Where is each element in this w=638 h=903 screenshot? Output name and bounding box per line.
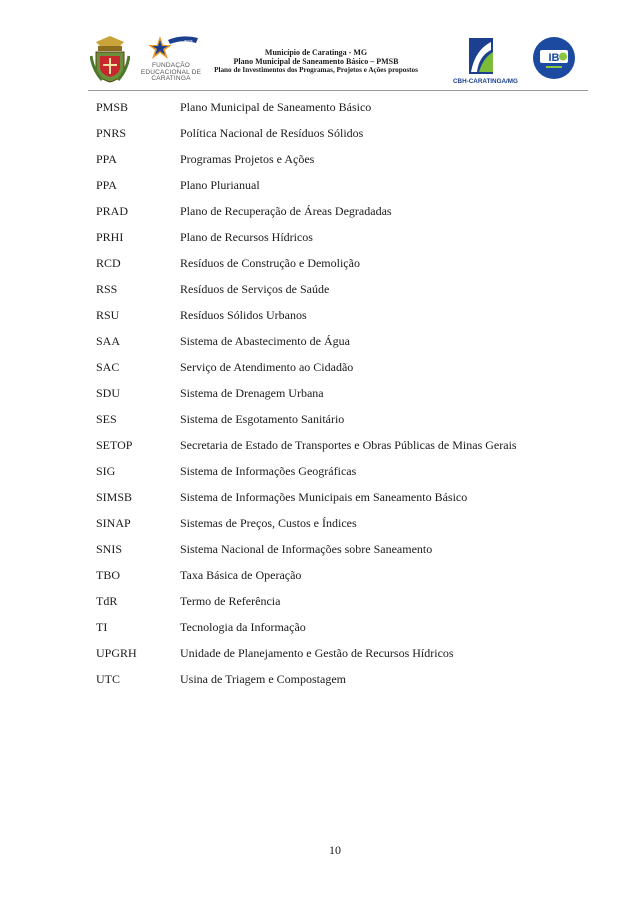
abbreviation-row: [96, 645, 566, 671]
abbreviation-row: [96, 359, 566, 385]
abbreviation-row: [96, 437, 566, 463]
abbreviation-term: PRHI: [96, 230, 124, 244]
abbreviation-term: RSS: [96, 282, 118, 296]
header-subtitle: Plano de Investimentos dos Programas, Projetos e Ações propostos: [214, 66, 418, 74]
header-divider: [88, 90, 588, 91]
abbreviation-term: SIG: [96, 464, 116, 478]
abbreviation-row: [96, 671, 566, 697]
abbreviation-description: Plano de Recuperação de Áreas Degradadas: [180, 204, 392, 218]
fundacao-star-icon: [138, 34, 204, 64]
fundacao-text: [138, 63, 204, 83]
abbreviation-description: Sistema de Esgotamento Sanitário: [180, 412, 345, 426]
abbreviation-description: Sistema de Informações Municipais em Saneamento Básico: [180, 490, 468, 504]
cbh-emblem-icon: [453, 36, 515, 76]
abbreviation-term: PNRS: [96, 126, 127, 140]
abbreviation-term: SAA: [96, 334, 121, 348]
ibio-logo: [532, 36, 576, 80]
abbreviation-term: SDU: [96, 386, 121, 400]
abbreviation-row: [96, 281, 566, 307]
header-municipality: Município de Caratinga - MG: [264, 48, 368, 57]
abbreviation-term: UTC: [96, 672, 120, 686]
abbreviation-row: [96, 385, 566, 411]
abbreviation-description: Unidade de Planejamento e Gestão de Recursos Hídricos: [180, 646, 454, 660]
abbreviation-description: Taxa Básica de Operação: [180, 568, 302, 582]
abbreviation-term: PPA: [96, 178, 117, 192]
abbreviation-row: [96, 515, 566, 541]
abbreviation-description: Resíduos Sólidos Urbanos: [180, 308, 307, 322]
abbreviation-row: [96, 255, 566, 281]
cbh-caratinga-logo: [453, 36, 518, 88]
fundacao-line: CARATINGA: [151, 75, 191, 82]
abbreviation-row: [96, 541, 566, 567]
abbreviation-row: [96, 177, 566, 203]
abbreviation-row: [96, 411, 566, 437]
abbreviation-term: PPA: [96, 152, 117, 166]
header-title-block: [206, 48, 426, 75]
cbh-label: CBH-CARATINGA/MG: [453, 78, 518, 85]
abbreviation-row: [96, 99, 566, 125]
caratinga-crest-logo: [90, 36, 130, 84]
abbreviation-description: Sistemas de Preços, Custos e Índices: [180, 516, 357, 530]
abbreviation-term: SAC: [96, 360, 120, 374]
abbreviation-row: [96, 307, 566, 333]
abbreviation-term: TdR: [96, 594, 118, 608]
abbreviation-description: Secretaria de Estado de Transportes e Obras Públicas de Minas Gerais: [180, 438, 517, 452]
abbreviation-description: Plano Municipal de Saneamento Básico: [180, 100, 372, 114]
page-number: 10: [329, 843, 341, 857]
abbreviation-row: [96, 151, 566, 177]
abbreviation-description: Tecnologia da Informação: [180, 620, 306, 634]
abbreviation-term: SES: [96, 412, 117, 426]
abbreviation-term: UPGRH: [96, 646, 137, 660]
abbreviation-description: Programas Projetos e Ações: [180, 152, 315, 166]
abbreviation-term: PRAD: [96, 204, 129, 218]
page-header: [88, 34, 588, 90]
abbreviation-description: Resíduos de Construção e Demolição: [180, 256, 360, 270]
abbreviation-term: TBO: [96, 568, 120, 582]
abbreviation-description: Termo de Referência: [180, 594, 281, 608]
abbreviation-description: Plano Plurianual: [180, 178, 260, 192]
abbreviation-description: Sistema Nacional de Informações sobre Saneamento: [180, 542, 433, 556]
abbreviation-row: [96, 463, 566, 489]
abbreviation-description: Sistema de Abastecimento de Água: [180, 334, 350, 348]
fundacao-line: FUNDAÇÃO: [151, 62, 191, 69]
abbreviation-row: [96, 593, 566, 619]
abbreviation-term: SNIS: [96, 542, 123, 556]
abbreviation-term: SINAP: [96, 516, 131, 530]
abbreviation-term: SIMSB: [96, 490, 133, 504]
abbreviation-description: Política Nacional de Resíduos Sólidos: [180, 126, 364, 140]
abbreviation-description: Resíduos de Serviços de Saúde: [180, 282, 330, 296]
abbreviation-term: PMSB: [96, 100, 129, 114]
svg-text:IB: IB: [548, 52, 560, 64]
svg-text:anos: anos: [184, 38, 193, 43]
abbreviation-row: [96, 489, 566, 515]
abbreviation-term: SETOP: [96, 438, 133, 452]
abbreviation-description: Usina de Triagem e Compostagem: [180, 672, 346, 686]
fundacao-line: EDUCACIONAL DE: [140, 68, 202, 76]
abbreviation-term: TI: [96, 620, 108, 634]
fundacao-educacional-logo: [138, 34, 204, 88]
abbreviation-description: Serviço de Atendimento ao Cidadão: [180, 360, 354, 374]
abbreviation-row: [96, 567, 566, 593]
abbreviation-row: [96, 125, 566, 151]
abbreviation-description: Sistema de Informações Geográficas: [180, 464, 357, 478]
abbreviation-list: [96, 99, 566, 697]
abbreviation-term: RCD: [96, 256, 121, 270]
abbreviation-row: [96, 333, 566, 359]
abbreviation-description: Sistema de Drenagem Urbana: [180, 386, 324, 400]
abbreviation-description: Plano de Recursos Hídricos: [180, 230, 313, 244]
abbreviation-row: [96, 619, 566, 645]
abbreviation-row: [96, 229, 566, 255]
abbreviation-row: [96, 203, 566, 229]
abbreviation-term: RSU: [96, 308, 120, 322]
header-plan-title: Plano Municipal de Saneamento Básico – PMSB: [233, 57, 399, 66]
